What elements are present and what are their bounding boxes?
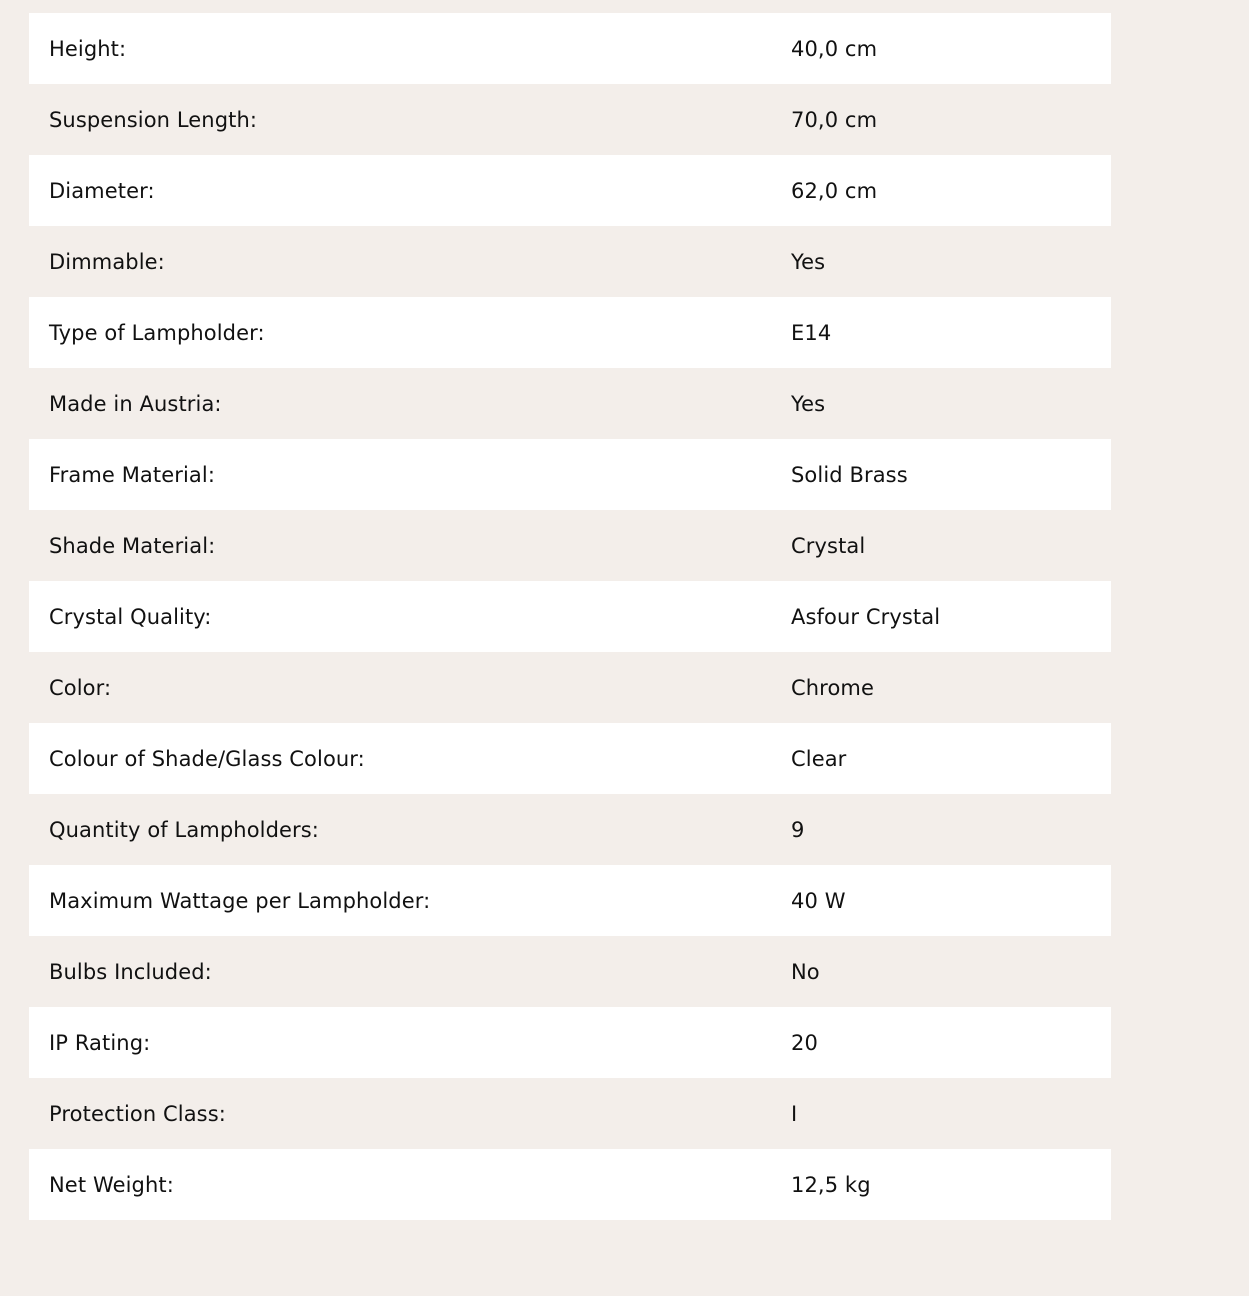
spec-label: Dimmable: bbox=[49, 249, 165, 274]
spec-value: 20 bbox=[791, 1030, 818, 1055]
spec-label: Type of Lampholder: bbox=[49, 320, 265, 345]
spec-label: Made in Austria: bbox=[49, 391, 222, 416]
spec-row-height bbox=[29, 13, 1111, 84]
spec-value: E14 bbox=[791, 320, 832, 345]
spec-value: Crystal bbox=[791, 533, 866, 558]
spec-label: Bulbs Included: bbox=[49, 959, 212, 984]
spec-label: Protection Class: bbox=[49, 1101, 226, 1126]
spec-row-color bbox=[29, 652, 1111, 723]
spec-row-shade-material bbox=[29, 510, 1111, 581]
spec-value: 12,5 kg bbox=[791, 1172, 871, 1197]
specifications-table bbox=[29, 13, 1111, 1220]
spec-label: Colour of Shade/Glass Colour: bbox=[49, 746, 365, 771]
spec-label: IP Rating: bbox=[49, 1030, 151, 1055]
spec-label: Maximum Wattage per Lampholder: bbox=[49, 888, 431, 913]
spec-value: 40,0 cm bbox=[791, 36, 878, 61]
spec-row-frame-material bbox=[29, 439, 1111, 510]
spec-label: Quantity of Lampholders: bbox=[49, 817, 319, 842]
spec-value: I bbox=[791, 1101, 798, 1126]
spec-value: 9 bbox=[791, 817, 805, 842]
spec-value: Clear bbox=[791, 746, 847, 771]
spec-label: Crystal Quality: bbox=[49, 604, 212, 629]
spec-label: Height: bbox=[49, 36, 127, 61]
spec-row-suspension-length bbox=[29, 84, 1111, 155]
spec-value: Chrome bbox=[791, 675, 874, 700]
spec-value: Yes bbox=[791, 391, 826, 416]
spec-label: Shade Material: bbox=[49, 533, 216, 558]
spec-row-net-weight bbox=[29, 1149, 1111, 1220]
spec-label: Diameter: bbox=[49, 178, 155, 203]
spec-label: Suspension Length: bbox=[49, 107, 258, 132]
spec-row-protection-class bbox=[29, 1078, 1111, 1149]
spec-value: 40 W bbox=[791, 888, 846, 913]
spec-row-type-of-lampholder bbox=[29, 297, 1111, 368]
spec-row-ip-rating bbox=[29, 1007, 1111, 1078]
spec-row-dimmable bbox=[29, 226, 1111, 297]
spec-row-crystal-quality bbox=[29, 581, 1111, 652]
spec-row-maximum-wattage bbox=[29, 865, 1111, 936]
spec-label: Net Weight: bbox=[49, 1172, 174, 1197]
spec-label: Frame Material: bbox=[49, 462, 215, 487]
spec-value: 62,0 cm bbox=[791, 178, 878, 203]
spec-row-made-in-austria bbox=[29, 368, 1111, 439]
spec-row-bulbs-included bbox=[29, 936, 1111, 1007]
spec-row-diameter bbox=[29, 155, 1111, 226]
spec-label: Color: bbox=[49, 675, 112, 700]
spec-value: 70,0 cm bbox=[791, 107, 878, 132]
spec-value: Solid Brass bbox=[791, 462, 908, 487]
spec-row-shade-glass-colour bbox=[29, 723, 1111, 794]
spec-value: Asfour Crystal bbox=[791, 604, 941, 629]
spec-value: Yes bbox=[791, 249, 826, 274]
spec-row-quantity-of-lampholders bbox=[29, 794, 1111, 865]
spec-value: No bbox=[791, 959, 820, 984]
